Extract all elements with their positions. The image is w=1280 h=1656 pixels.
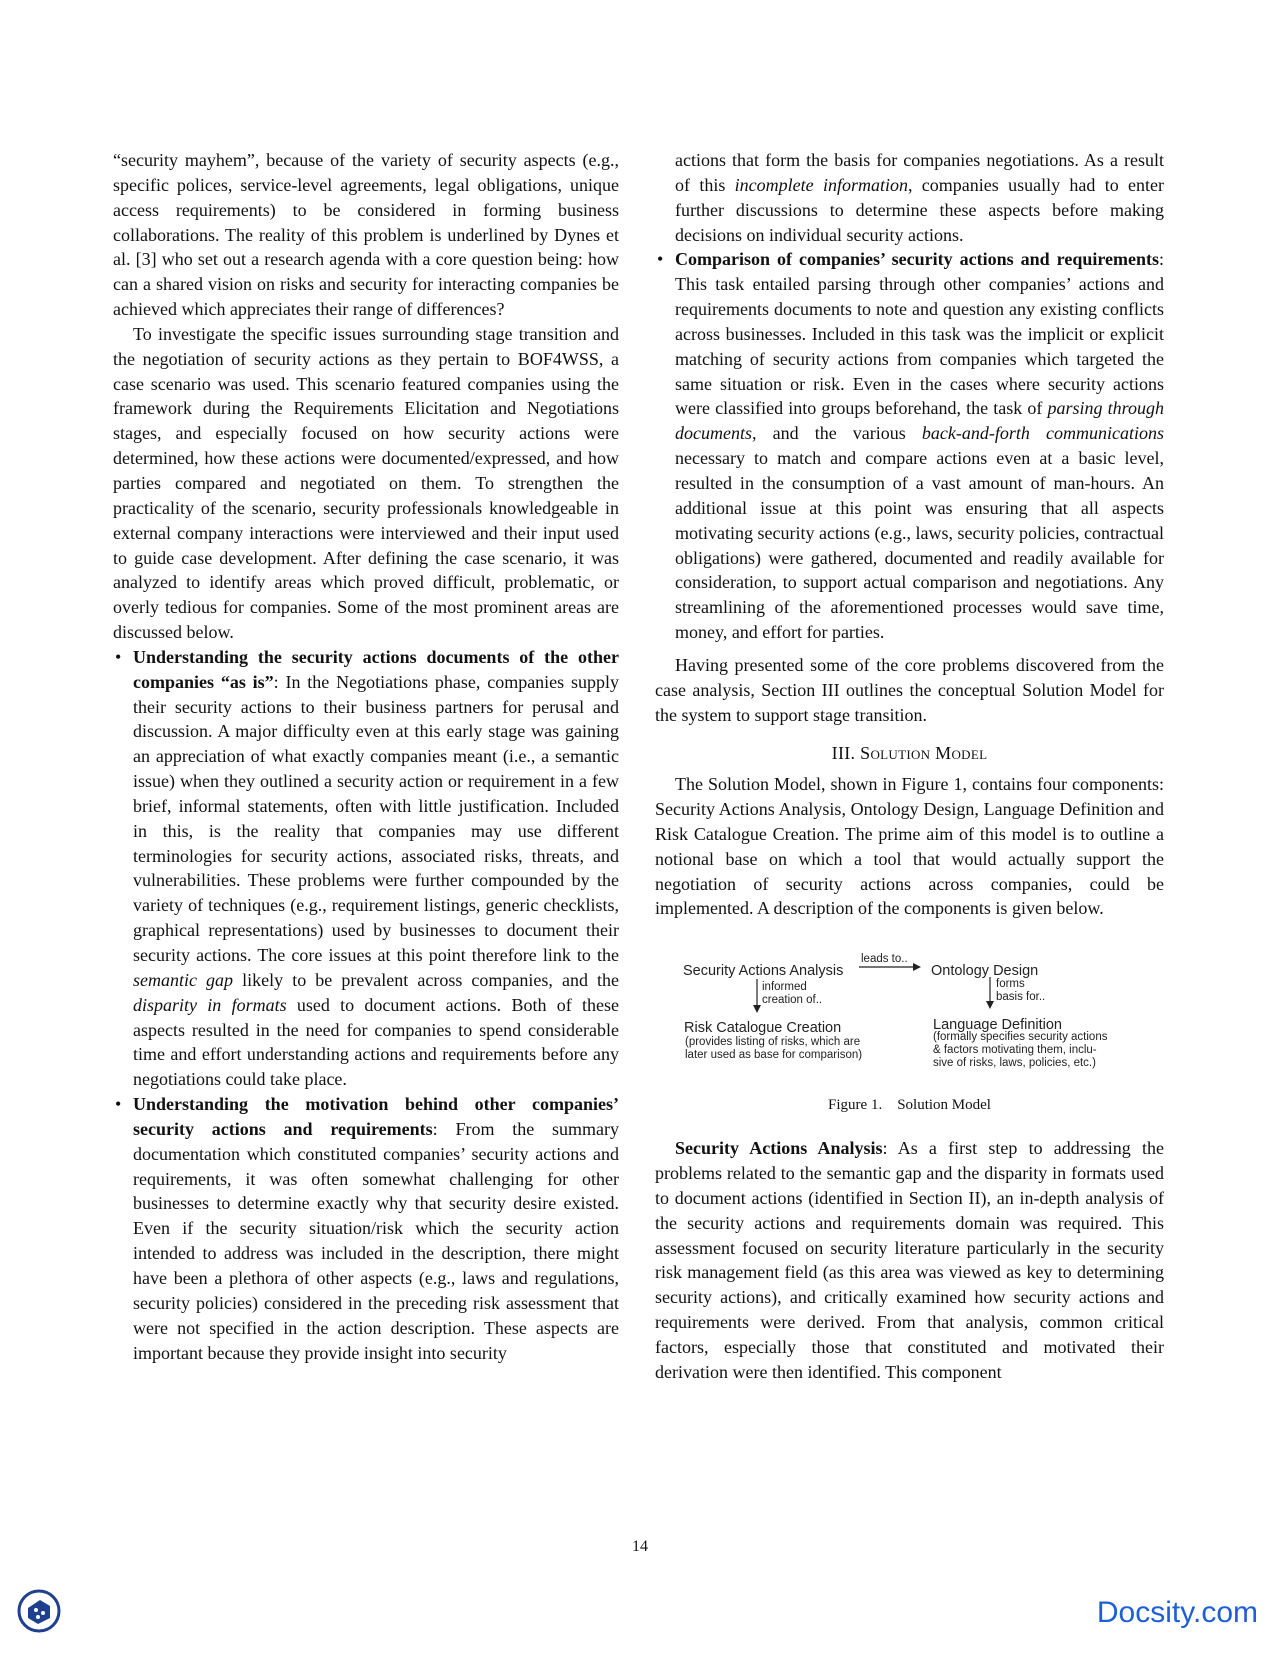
edge-label-leads-to: leads to.. xyxy=(861,953,908,966)
bullet-text: likely to be prevalent across companies, and the xyxy=(233,969,620,990)
node-risk-catalogue-creation: Risk Catalogue Creation xyxy=(684,1020,842,1037)
node-language-definition-note xyxy=(933,1031,1107,1070)
bullet-text: used to document actions. Both of these aspects resulted in the need for companies to spend considerable time and effort understanding actions and requirements before any negotiations could take place. xyxy=(133,994,619,1090)
bullet-text: : This task entailed parsing through other companies’ actions and requirements documents to note and question any existing conflicts across businesses. Included in this task was the implicit or explicit matching of security actions from companies which targeted the same situation or risk. Even in the cases where security actions were classified into groups beforehand, the task of xyxy=(675,249,1164,419)
emphasis-disparity: disparity in formats xyxy=(133,994,287,1015)
emphasis-parsing: parsing through documents xyxy=(675,398,1164,444)
note-line: sive of risks, laws, policies, etc.) xyxy=(933,1057,1096,1070)
note-line: later used as base for comparison) xyxy=(685,1049,863,1062)
note-line: (formally specifies security actions xyxy=(933,1031,1108,1044)
edge-label-informed xyxy=(762,981,822,1007)
section-title: Solution Model xyxy=(860,743,988,764)
node-risk-catalogue-note xyxy=(685,1036,862,1062)
paragraph-solution-model: The Solution Model, shown in Figure 1, contains four components: Security Actions Analysis, Ontology Design, Language Definition and Risk Catalogue Creation. The prime aim of this model is to outline a notional base on which a tool that would actually support the negotiation of security actions across companies, could be implemented. A description of the components is given below. xyxy=(655,774,1164,919)
edge-label-line: creation of.. xyxy=(762,994,823,1007)
node-security-actions-analysis: Security Actions Analysis xyxy=(683,963,844,980)
bullet-understanding-motivation xyxy=(113,1092,619,1365)
note-line: (provides listing of risks, which are xyxy=(685,1036,861,1049)
emphasis-semantic-gap: semantic gap xyxy=(133,969,234,990)
docsity-watermark[interactable]: Docsity.com xyxy=(1096,1596,1258,1629)
bullet-continuation xyxy=(655,148,1164,247)
docsity-logo-icon xyxy=(16,1588,62,1634)
arrow-head xyxy=(753,1005,761,1013)
bullet-understanding-documents xyxy=(113,645,619,1092)
bullet-text: , companies usually had to enter further discussions to determine these aspects before making decisions on individual security actions. xyxy=(675,174,1165,245)
figure-caption: Figure 1. Solution Model xyxy=(828,1097,991,1114)
bullet-list-left xyxy=(113,645,619,1365)
edge-label-line: informed xyxy=(762,981,807,994)
left-column xyxy=(113,148,619,1365)
bullet-text: actions that form the basis for companies negotiations. As a result of this xyxy=(675,150,1164,195)
paragraph-text: : As a first step to addressing the problems related to the semantic gap and the disparity in formats used to document actions (identified in Section II), an in-depth analysis of the security actions and requirements domain was required. This assessment focused on security literature particularly in the security risk management field (as this area was viewed as key to determining security actions), and critically examined how security actions and requirements were derived. From that analysis, common critical factors, especially those that constituted and motivated their derivation were then identified. This component xyxy=(655,1138,1164,1382)
bullet-comparison xyxy=(655,247,1164,645)
paragraph-summary: Having presented some of the core problems discovered from the case analysis, Section III outlines the conceptual Solution Model for the system to support stage transition. xyxy=(655,654,1164,725)
bullet-heading: Understanding the motivation behind other companies’ security actions and requirements xyxy=(133,1094,619,1139)
bullet-text: : In the Negotiations phase, companies supply their security actions to their business partners for perusal and discussion. A major difficulty even at this early stage was gaining an appreciation of what exactly companies meant (i.e., a semantic issue) when they outlined a security action or requirement in a few brief, informal statements, often with little justification. Included in this, is the reality that companies may use different terminologies for security actions, associated risks, threats, and vulnerabilities. These problems were further compounded by the variety of techniques (e.g., requirement listings, generic checklists, graphical representations) used by businesses to document their security actions. The core issues at this point therefore link to the xyxy=(133,671,620,965)
edge-label-line: forms xyxy=(996,978,1025,991)
bullet-heading: Understanding the security actions documents of the other companies “as is” xyxy=(133,646,619,692)
figure-solution-model xyxy=(655,931,1164,1091)
bullet-text: necessary to match and compare actions even at a basic level, resulted in the consumption of a vast amount of man-hours. An additional issue at this point was ensuring that all aspects motivating security actions (e.g., laws, security policies, contractual obligations) were gathered, documented and readily available for consideration, to support actual comparison and negotiations. Any streamlining of the aforementioned processes would save time, money, and effort for parties. xyxy=(675,448,1164,643)
paragraph-case-scenario: To investigate the specific issues surrounding stage transition and the negotiation of security actions as they pertain to BOF4WSS, a case scenario was used. This scenario featured companies using the framework during the Requirements Elicitation and Negotiations stages, and especially focused on how security actions were determined, how these actions were documented/expressed, and how parties compared and negotiated on them. To strengthen the practicality of the scenario, security professionals knowledgeable in external company interactions were interviewed and their input used to guide case development. After defining the case scenario, it was analyzed to identify areas which proved difficult, problematic, or overly tedious for companies. Some of the most prominent areas are discussed below. xyxy=(113,323,619,643)
bullet-text: : From the summary documentation which constituted companies’ security actions and requirements, it was often somewhat challenging for other businesses to determine exactly why that security desire existed. Even if the security situation/risk which the security action intended to address was included in the description, there might have been a plethora of other aspects (e.g., laws and regulations, security policies) considered in the preceding risk assessment that were not specified in the action description. These aspects are important because they provide insight into security xyxy=(133,1118,619,1363)
emphasis-back-and-forth: back-and-forth communications xyxy=(921,423,1164,444)
bullet-text: , and the various xyxy=(751,423,922,444)
bullet-list-right xyxy=(655,148,1164,645)
edge-label-forms xyxy=(996,978,1045,1004)
node-language-definition: Language Definition xyxy=(933,1017,1062,1034)
arrow-head xyxy=(913,963,921,971)
note-line: & factors motivating them, inclu- xyxy=(933,1044,1097,1057)
paragraph-security-actions-analysis xyxy=(655,1136,1164,1384)
section-number: III. xyxy=(831,743,856,764)
paragraph-intro: “security mayhem”, because of the variety of security aspects (e.g., specific polices, service-level agreements, legal obligations, unique access requirements) to be considered in forming business collaborations. The reality of this problem is underlined by Dynes et al. [3] who set out a research agenda with a core question being: how can a shared vision on risks and security for interacting companies be achieved which appreciates their range of differences? xyxy=(113,150,619,320)
emphasis-incomplete-info: incomplete information xyxy=(734,174,908,195)
edge-label-line: basis for.. xyxy=(996,991,1046,1004)
paragraph-heading: Security Actions Analysis xyxy=(675,1138,883,1159)
page-number: 14 xyxy=(632,1538,648,1555)
section-heading xyxy=(655,741,1164,766)
right-column xyxy=(655,148,1164,1385)
node-ontology-design: Ontology Design xyxy=(931,963,1039,980)
bullet-heading: Comparison of companies’ security actions and requirements xyxy=(675,249,1159,270)
arrow-head xyxy=(986,1001,994,1009)
